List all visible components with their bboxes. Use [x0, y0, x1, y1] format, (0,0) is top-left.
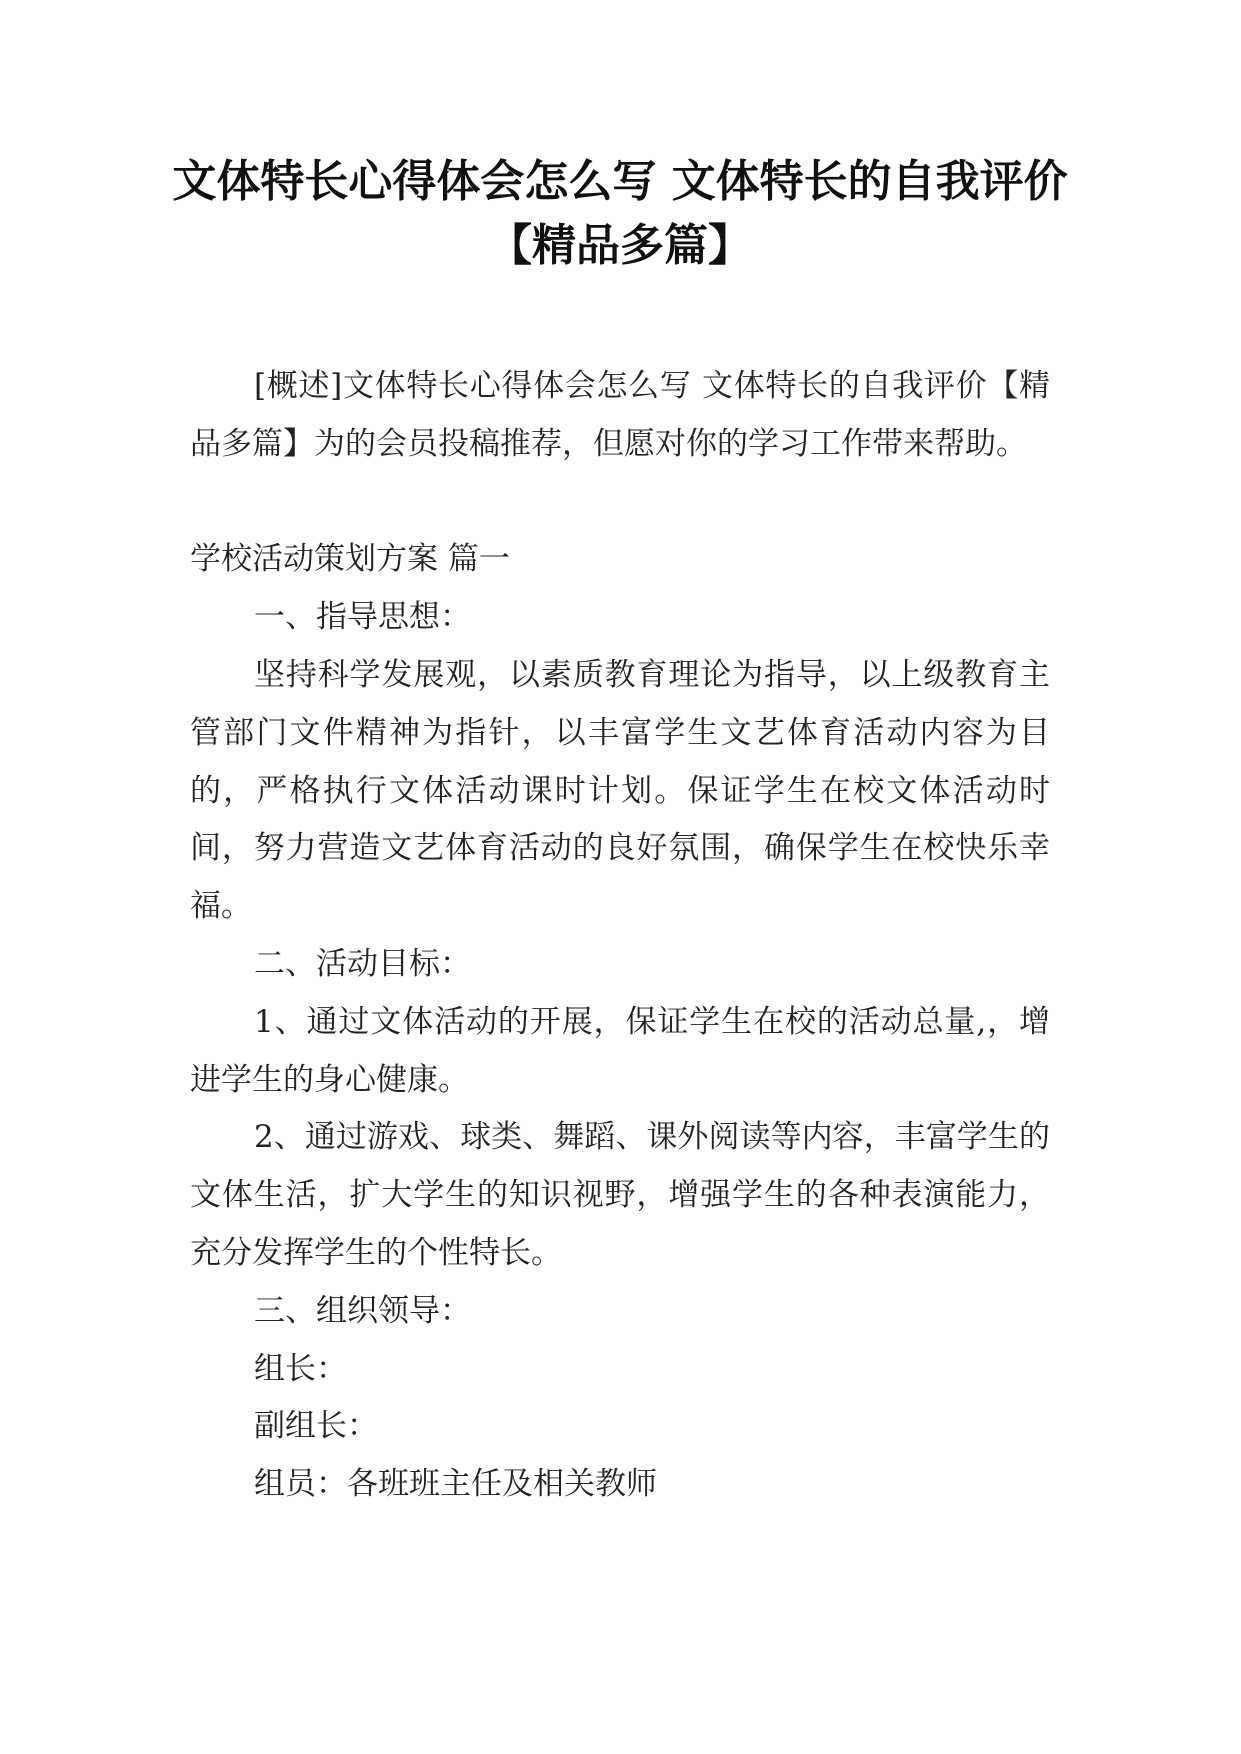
section-heading: 学校活动策划方案 篇一	[190, 541, 510, 578]
heading-guiding-ideology: 一、指导思想：	[254, 599, 471, 636]
document-body	[190, 358, 1050, 1514]
document-title: 文体特长心得体会怎么写 文体特长的自我评价【精品多篇】	[172, 156, 1068, 271]
line-leader: 组长：	[254, 1350, 347, 1387]
paragraph-gap	[190, 474, 1050, 532]
paragraph-guiding-ideology: 坚持科学发展观，以素质教育理论为指导，以上级教育主管部门文件精神为指针，以丰富学生文艺体育活动内容为目的，严格执行文体活动课时计划。保证学生在校文体活动时间，努力营造文艺体育活动的良好氛围，确保学生在校快乐幸福。	[190, 656, 1050, 925]
heading-organization: 三、组织领导：	[254, 1292, 471, 1329]
line-deputy-leader: 副组长：	[254, 1408, 378, 1445]
heading-activity-goals: 二、活动目标：	[254, 945, 471, 982]
paragraph-goal-1: 1、通过文体活动的开展，保证学生在校的活动总量,，增进学生的身心健康。	[190, 1003, 1050, 1098]
summary-paragraph: [概述]文体特长心得体会怎么写 文体特长的自我评价【精品多篇】为的会员投稿推荐，但愿对你的学习工作带来帮助。	[190, 368, 1050, 462]
paragraph-goal-2: 2、通过游戏、球类、舞蹈、课外阅读等内容，丰富学生的文体生活，扩大学生的知识视野，增强学生的各种表演能力，充分发挥学生的个性特长。	[190, 1119, 1050, 1271]
line-members: 组员：各班班主任及相关教师	[254, 1466, 657, 1503]
